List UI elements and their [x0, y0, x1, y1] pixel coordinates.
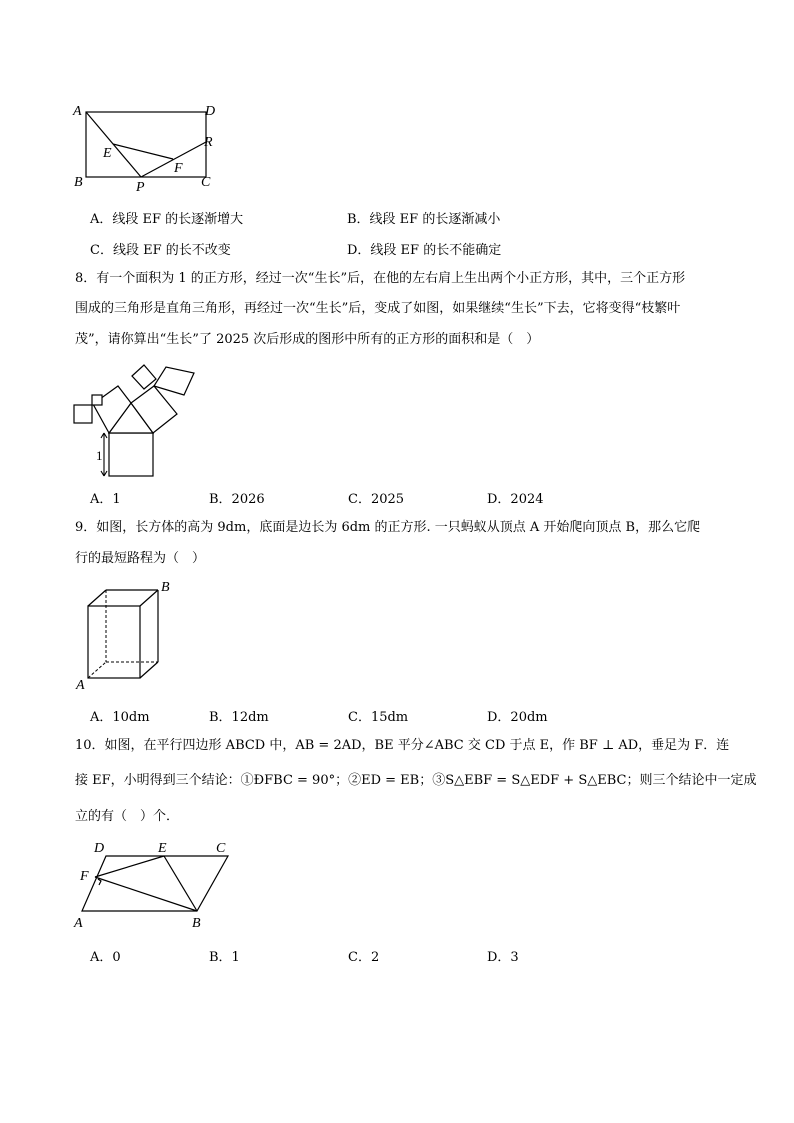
dimension-label: 1 [96, 448, 103, 463]
q9-text-line2: 行的最短路程为（ ） [75, 551, 206, 566]
q10-option-c[interactable]: C．2 [348, 950, 380, 965]
label-p: P [136, 180, 145, 194]
edge-top-right [140, 590, 158, 606]
label-f: F [80, 869, 89, 884]
label-b: B [192, 916, 201, 931]
label-d: D [205, 104, 216, 119]
q7-option-c[interactable]: C．线段 EF 的长不改变 [90, 243, 231, 258]
edge-bottom-right [140, 662, 158, 678]
hidden-edge-left [88, 662, 106, 678]
label-a: A [74, 916, 83, 931]
square-small-left-b [92, 395, 102, 405]
label-e: E [158, 841, 167, 856]
square-small-right-b [154, 367, 194, 395]
right-angle-mark [98, 879, 101, 885]
q8-option-d[interactable]: D．2024 [487, 492, 544, 507]
q9-option-c[interactable]: C．15dm [348, 710, 409, 725]
label-a: A [76, 678, 85, 693]
label-r: R [204, 135, 213, 150]
q8-option-c[interactable]: C．2025 [348, 492, 405, 507]
q8-text-line1: 8．有一个面积为 1 的正方形，经过一次“生长”后，在他的左右肩上生出两个小正方形，其中，三个正方形 [75, 271, 686, 286]
segment-ef [113, 144, 173, 159]
q8-option-a[interactable]: A．1 [90, 492, 121, 507]
q9-option-b[interactable]: B．12dm [209, 710, 269, 725]
q10-option-a[interactable]: A．0 [90, 950, 121, 965]
label-e: E [103, 146, 112, 161]
q9-option-a[interactable]: A．10dm [90, 710, 150, 725]
q10-option-b[interactable]: B．1 [209, 950, 240, 965]
q10-text-line3: 立的有（ ）个． [75, 809, 180, 824]
q10-option-d[interactable]: D．3 [487, 950, 519, 965]
q9-option-d[interactable]: D．20dm [487, 710, 548, 725]
parallelogram-abcd [82, 856, 228, 911]
rectangle-abcd [86, 112, 206, 177]
q7-option-d[interactable]: D．线段 EF 的长不能确定 [347, 243, 502, 258]
figure-rectangle-abcd [70, 98, 230, 194]
q10-text-line1: 10．如图，在平行四边形 ABCD 中，AB = 2AD，BE 平分∠ABC 交 CD 于点 E，作 BF ⊥ AD，垂足为 F．连 [75, 738, 730, 753]
segment-eb [164, 856, 197, 911]
q8-text-line3: 茂”，请你算出“生长”了 2025 次后形成的图形中所有的正方形的面积和是（ ） [75, 332, 540, 347]
q8-option-b[interactable]: B．2026 [209, 492, 265, 507]
label-f: F [174, 161, 183, 176]
label-c: C [216, 841, 226, 856]
figure-parallelogram [70, 838, 240, 933]
edge-top-left [88, 590, 106, 606]
q7-option-b[interactable]: B．线段 EF 的长逐渐减小 [347, 212, 501, 227]
q9-text-line1: 9．如图，长方体的高为 9dm，底面是边长为 6dm 的正方形. 一只蚂蚁从顶点 A 开始爬向顶点 B，那么它爬 [75, 520, 701, 535]
label-a: A [73, 104, 82, 119]
label-c: C [201, 175, 211, 190]
square-small-left-a [74, 405, 92, 423]
label-b: B [74, 175, 83, 190]
label-d: D [94, 841, 105, 856]
label-b: B [161, 580, 170, 595]
cuboid-front-face [88, 606, 140, 678]
segment-fb [95, 877, 197, 911]
square-small-right-a [132, 365, 156, 389]
square-base [109, 433, 153, 476]
segment-fe [95, 856, 164, 877]
figure-pythagoras-tree [66, 355, 206, 480]
q8-text-line2: 围成的三角形是直角三角形，再经过一次“生长”后，变成了如图，如果继续“生长”下去，它将变得“枝繁叶 [75, 301, 681, 316]
q7-option-a[interactable]: A．线段 EF 的长逐渐增大 [90, 212, 244, 227]
figure-cuboid [70, 578, 180, 693]
q10-text-line2: 接 EF，小明得到三个结论：①ÐFBC = 90°；②ED = EB；③S△EBF = S△EDF + S△EBC；则三个结论中一定成 [75, 773, 757, 788]
